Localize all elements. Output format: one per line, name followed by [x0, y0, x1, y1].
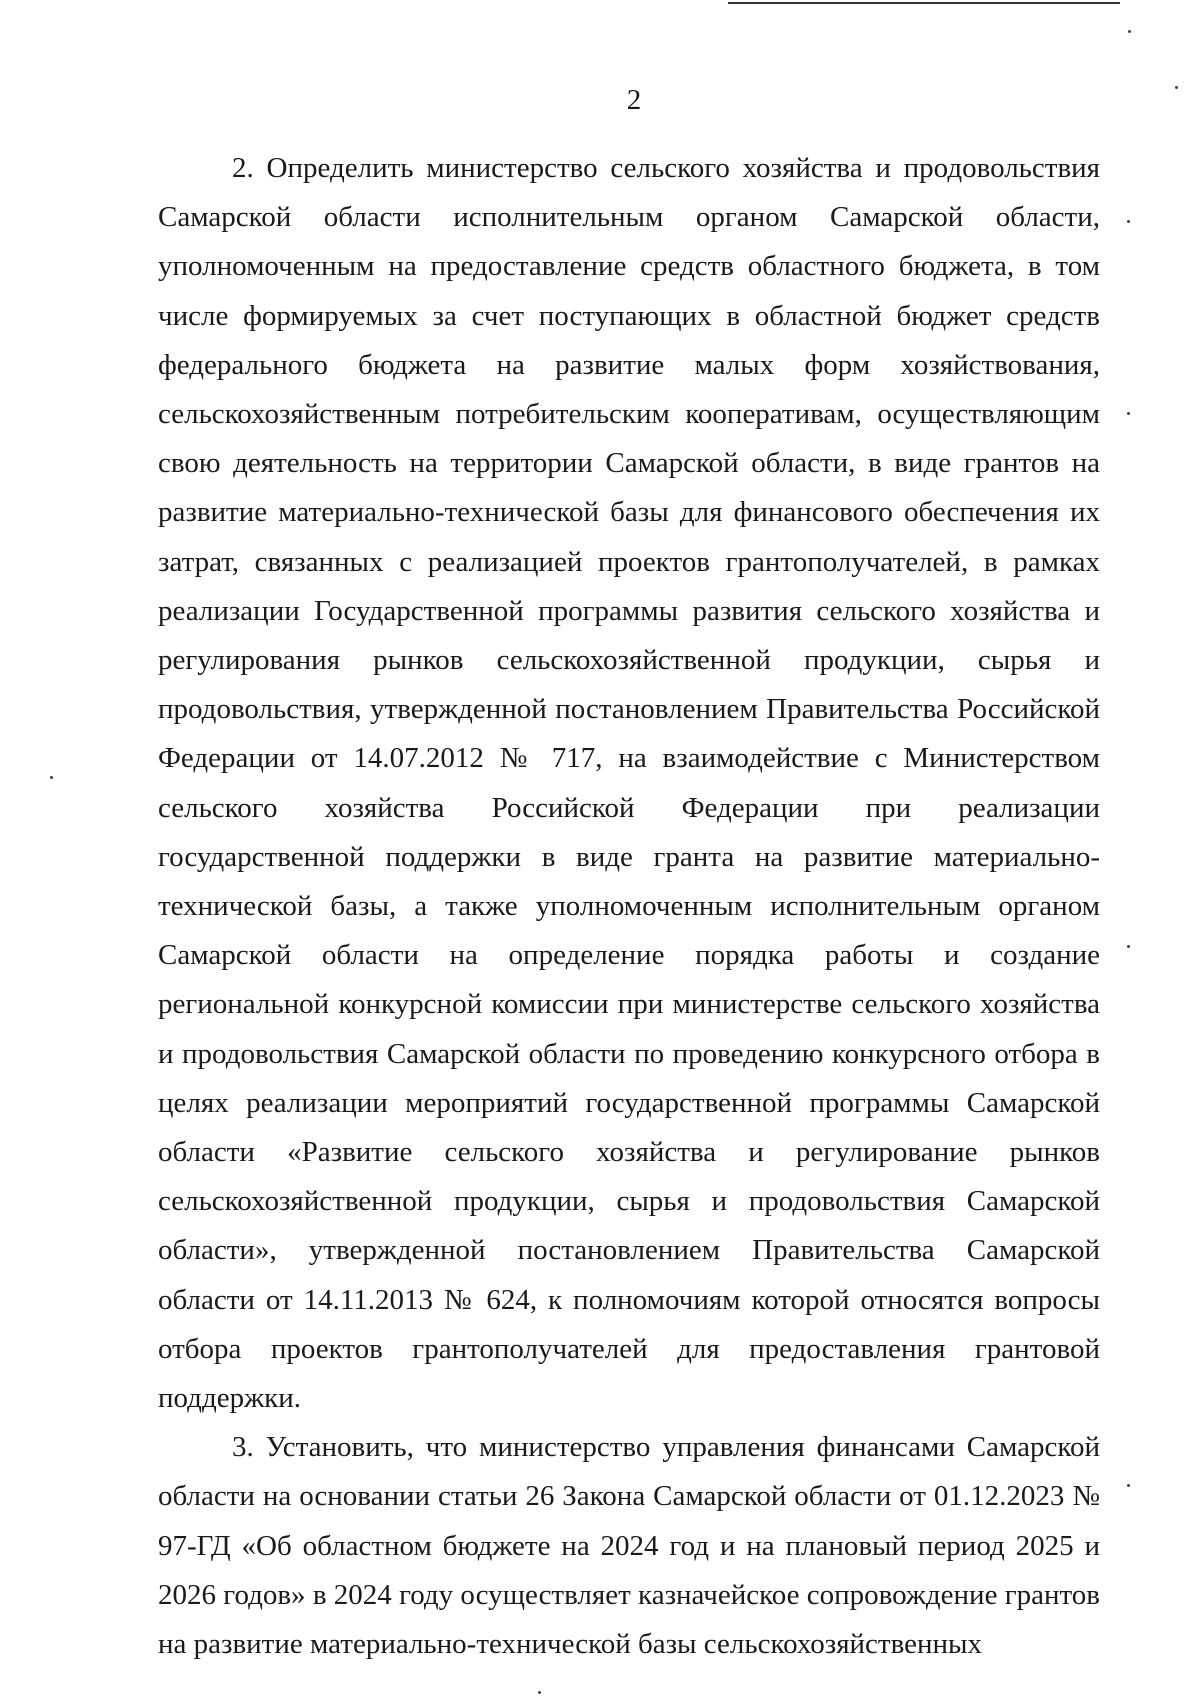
- paragraph-clause-3: 3. Установить, что министерство управления финансами Самарской области на основании статьи 26 Закона Самарской области от 01.12.2023 № 97-ГД «Об областном бюджете на 2024 год и на плановый период 2025 и 2026 годов» в 2024 году осуществляет казначейское сопровождение грантов на развитие материально-технической базы сельскохозяйственных: [158, 1431, 1100, 1661]
- paragraph-clause-2: 2. Определить министерство сельского хозяйства и продовольствия Самарской области исполнительным органом Самарской области, уполномоченным на предоставление средств областного бюджета, в том числе формируемых за счет поступающих в областной бюджет средств федерального бюджета на развитие малых форм хозяйствования, сельскохозяйственным потребительским кооперативам, осуществляющим свою деятельность на территории Самарской области, в виде грантов на развитие материально-технической базы для финансового обеспечения их затрат, связанных с реализацией проектов грантополучателей, в рамках реализации Государственной программы развития сельского хозяйства и регулирования рынков сельскохозяйственной продукции, сырья и продовольствия, утвержденной постановлением Правительства Российской Федерации от 14.07.2012 № 717, на взаимодействие с Министерством сельского хозяйства Российской Федерации при реализации государственной поддержки в виде гранта на развитие материально-технической базы, а также уполномоченным исполнительным органом Самарской области на определение порядка работы и создание региональной конкурсной комиссии при министерстве сельского хозяйства и продовольствия Самарской области по проведению конкурсного отбора в целях реализации мероприятий государственной программы Самарской области «Развитие сельского хозяйства и регулирование рынков сельскохозяйственной продукции, сырья и продовольствия Самарской области», утвержденной постановлением Правительства Самарской области от 14.11.2013 № 624, к полномочиям которой относятся вопросы отбора проектов грантополучателей для предоставления грантовой поддержки.: [158, 152, 1100, 1415]
- document-body: [158, 144, 1100, 1669]
- scan-speck: [1127, 220, 1130, 223]
- scan-speck: [1175, 86, 1178, 89]
- scan-speck: [1127, 945, 1130, 948]
- scan-speck: [1127, 1484, 1130, 1487]
- top-rule: [728, 2, 1120, 4]
- scan-speck: [538, 1691, 541, 1694]
- scan-speck: [50, 776, 53, 779]
- scan-speck: [1128, 30, 1131, 33]
- scan-speck: [1127, 412, 1130, 415]
- page-number: 2: [626, 84, 642, 116]
